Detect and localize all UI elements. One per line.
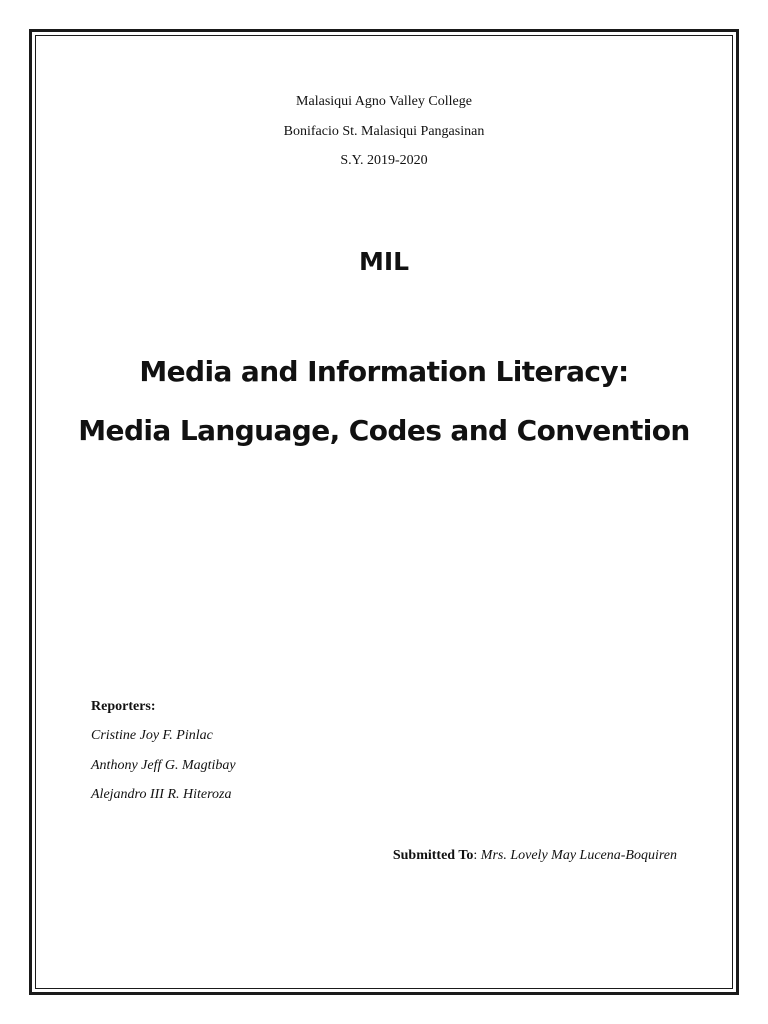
subject-code: MIL (358, 247, 410, 276)
reporter-name-3: Alejandro III R. Hiteroza (91, 787, 232, 802)
school-name: Malasiqui Agno Valley College (296, 94, 472, 109)
submitted-to-label: Submitted To (392, 848, 474, 863)
submitted-to-line (393, 847, 677, 865)
title-line-2: Media Language, Codes and Convention (78, 414, 690, 447)
title-line-1: Media and Information Literacy: (139, 355, 629, 388)
submitted-to-separator: : (473, 848, 481, 863)
school-address: Bonifacio St. Malasiqui Pangasinan (283, 124, 485, 139)
reporters-label: Reporters: (91, 699, 156, 714)
school-year: S.Y. 2019-2020 (340, 153, 428, 168)
reporter-name-1: Cristine Joy F. Pinlac (91, 728, 213, 743)
reporter-name-2: Anthony Jeff G. Magtibay (91, 758, 236, 773)
page-border-inner (35, 35, 733, 989)
submitted-to-recipient: Mrs. Lovely May Lucena-Boquiren (480, 848, 677, 863)
